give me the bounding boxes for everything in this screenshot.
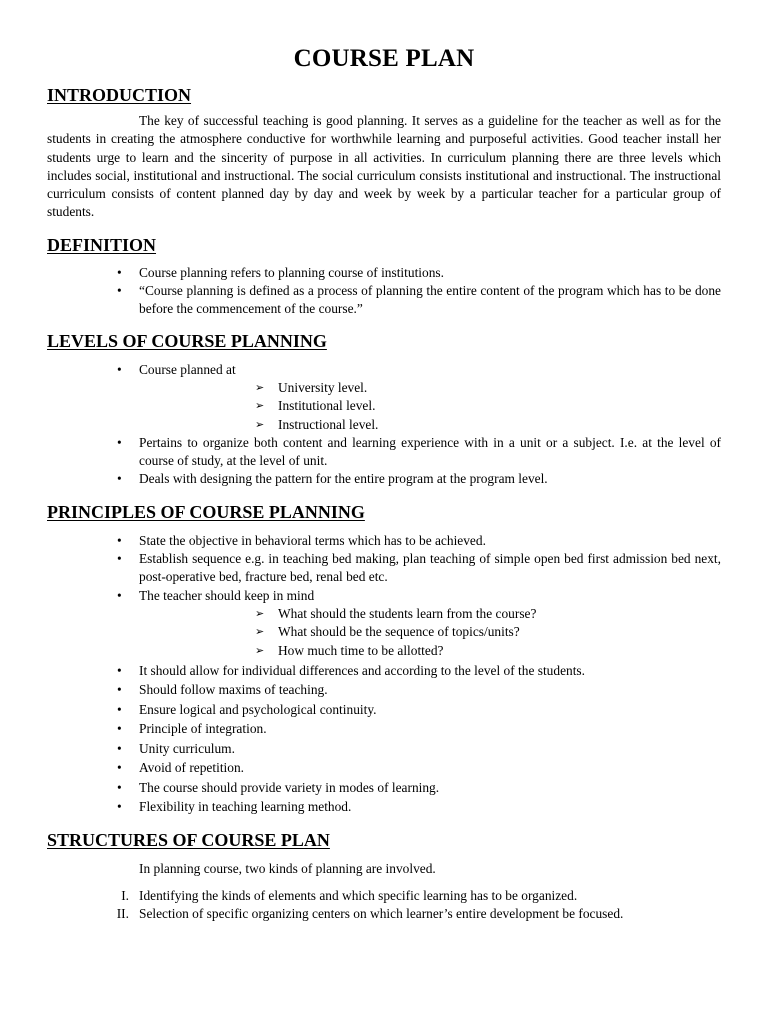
introduction-heading: INTRODUCTION	[47, 85, 192, 105]
list-item	[117, 681, 721, 699]
list-item-text: Flexibility in teaching learning method.	[139, 799, 352, 815]
bullet-icon: •	[117, 721, 122, 737]
list-item	[117, 434, 721, 471]
list-item-text: “Course planning is defined as a process of planning the entire content of the program which has to be done before the commencement of the course.”	[139, 283, 721, 317]
bullet-icon: •	[117, 779, 122, 795]
roman-numeral: I.	[121, 887, 129, 903]
sub-list-item	[255, 605, 721, 623]
levels-section	[47, 330, 721, 489]
list-item	[117, 264, 721, 282]
bullet-icon: •	[117, 532, 122, 548]
list-item	[116, 905, 721, 923]
introduction-paragraph: The key of successful teaching is good planning. It serves as a guideline for the teacher as well as for the students in creating the atmosphere conductive for worthwhile learning and purposeful activities. Good teacher install her students urge to learn and the sincerity of purpose in all activities. In curriculum planning there are three levels which includes social, institutional and instructional. The social curriculum consists institutional and instructional. The instructional curriculum consists of content planned day by day and week by week by a particular teacher for a particular group of students.	[47, 113, 721, 220]
list-item-text: Establish sequence e.g. in teaching bed making, plan teaching of simple open bed first admission bed next, post-operative bed, fracture bed, renal bed etc.	[139, 551, 721, 585]
document-title: COURSE PLAN	[293, 45, 475, 72]
sub-list-item-text: What should the students learn from the course?	[278, 605, 537, 621]
bullet-icon: •	[117, 799, 122, 815]
list-item	[117, 759, 721, 777]
principles-heading: PRINCIPLES OF COURSE PLANNING	[47, 501, 365, 522]
sub-list-item	[255, 623, 721, 641]
list-item	[117, 361, 721, 379]
list-item-text: It should allow for individual differences and according to the level of the students.	[139, 662, 585, 678]
list-item-text: Should follow maxims of teaching.	[139, 682, 328, 698]
bullet-icon: •	[117, 701, 122, 717]
list-item-text: Course planned at	[139, 361, 236, 377]
sub-list-item-text: University level.	[278, 379, 368, 395]
sub-list-item	[255, 397, 721, 415]
list-item-text: The course should provide variety in modes of learning.	[139, 779, 440, 795]
bullet-icon: •	[117, 434, 122, 450]
list-item	[117, 532, 721, 550]
principles-sub-list	[47, 605, 721, 660]
structures-section	[47, 829, 721, 924]
list-item-text: The teacher should keep in mind	[139, 587, 315, 603]
list-item	[117, 740, 721, 758]
sub-list-item-text: Institutional level.	[278, 398, 376, 414]
levels-list	[47, 361, 721, 379]
list-item-text: Unity curriculum.	[139, 740, 235, 756]
sub-list-item-text: What should be the sequence of topics/units?	[278, 624, 520, 640]
bullet-icon: •	[117, 587, 122, 603]
sub-list-item-text: Instructional level.	[278, 416, 379, 432]
principles-section	[47, 501, 721, 817]
list-item-text: Ensure logical and psychological continuity.	[139, 701, 377, 717]
list-item-text: Pertains to organize both content and learning experience with in a unit or a subject. I.e. at the level of course of study, at the level of unit.	[139, 434, 721, 469]
list-item	[121, 887, 721, 905]
bullet-icon: •	[117, 264, 122, 280]
list-item	[117, 779, 721, 797]
bullet-icon: •	[117, 471, 122, 487]
bullet-icon: •	[117, 682, 122, 698]
structures-list	[47, 887, 721, 924]
levels-list-continued	[47, 434, 721, 489]
list-item-text: Selection of specific organizing centers on which learner’s entire development be focused.	[139, 906, 624, 922]
list-item	[117, 720, 721, 738]
sub-list-item	[255, 642, 721, 660]
levels-sub-list	[47, 379, 721, 434]
list-item	[117, 282, 721, 319]
list-item-text: Avoid of repetition.	[139, 760, 244, 776]
list-item	[117, 662, 721, 680]
arrow-bullet-icon: ➢	[255, 607, 265, 620]
list-item	[117, 587, 721, 605]
arrow-bullet-icon: ➢	[255, 418, 265, 431]
bullet-icon: •	[117, 740, 122, 756]
bullet-icon: •	[117, 760, 122, 776]
structures-heading: STRUCTURES OF COURSE PLAN	[47, 829, 330, 850]
list-item-text: State the objective in behavioral terms which has to be achieved.	[139, 532, 486, 548]
list-item	[117, 798, 721, 816]
bullet-icon: •	[117, 283, 122, 299]
sub-list-item-text: How much time to be allotted?	[278, 642, 444, 658]
list-item-text: Principle of integration.	[139, 721, 267, 737]
arrow-bullet-icon: ➢	[255, 381, 265, 394]
list-item	[117, 470, 721, 488]
definition-section	[47, 234, 721, 319]
list-item	[117, 701, 721, 719]
structures-intro: In planning course, two kinds of planning are involved.	[139, 860, 436, 876]
bullet-icon: •	[117, 361, 122, 377]
list-item-text: Identifying the kinds of elements and which specific learning has to be organized.	[139, 887, 578, 903]
list-item	[117, 550, 721, 587]
arrow-bullet-icon: ➢	[255, 400, 265, 413]
sub-list-item	[255, 416, 721, 434]
definition-heading: DEFINITION	[47, 234, 157, 255]
introduction-section	[47, 84, 721, 222]
list-item-text: Course planning refers to planning course of institutions.	[139, 264, 444, 280]
levels-heading: LEVELS OF COURSE PLANNING	[47, 330, 327, 351]
sub-list-item	[255, 379, 721, 397]
principles-list	[47, 532, 721, 605]
principles-list-continued	[47, 662, 721, 817]
bullet-icon: •	[117, 551, 122, 567]
bullet-icon: •	[117, 662, 122, 678]
definition-list	[47, 264, 721, 319]
roman-numeral: II.	[116, 906, 129, 922]
arrow-bullet-icon: ➢	[255, 644, 265, 657]
list-item-text: Deals with designing the pattern for the entire program at the program level.	[139, 471, 548, 487]
arrow-bullet-icon: ➢	[255, 626, 265, 639]
